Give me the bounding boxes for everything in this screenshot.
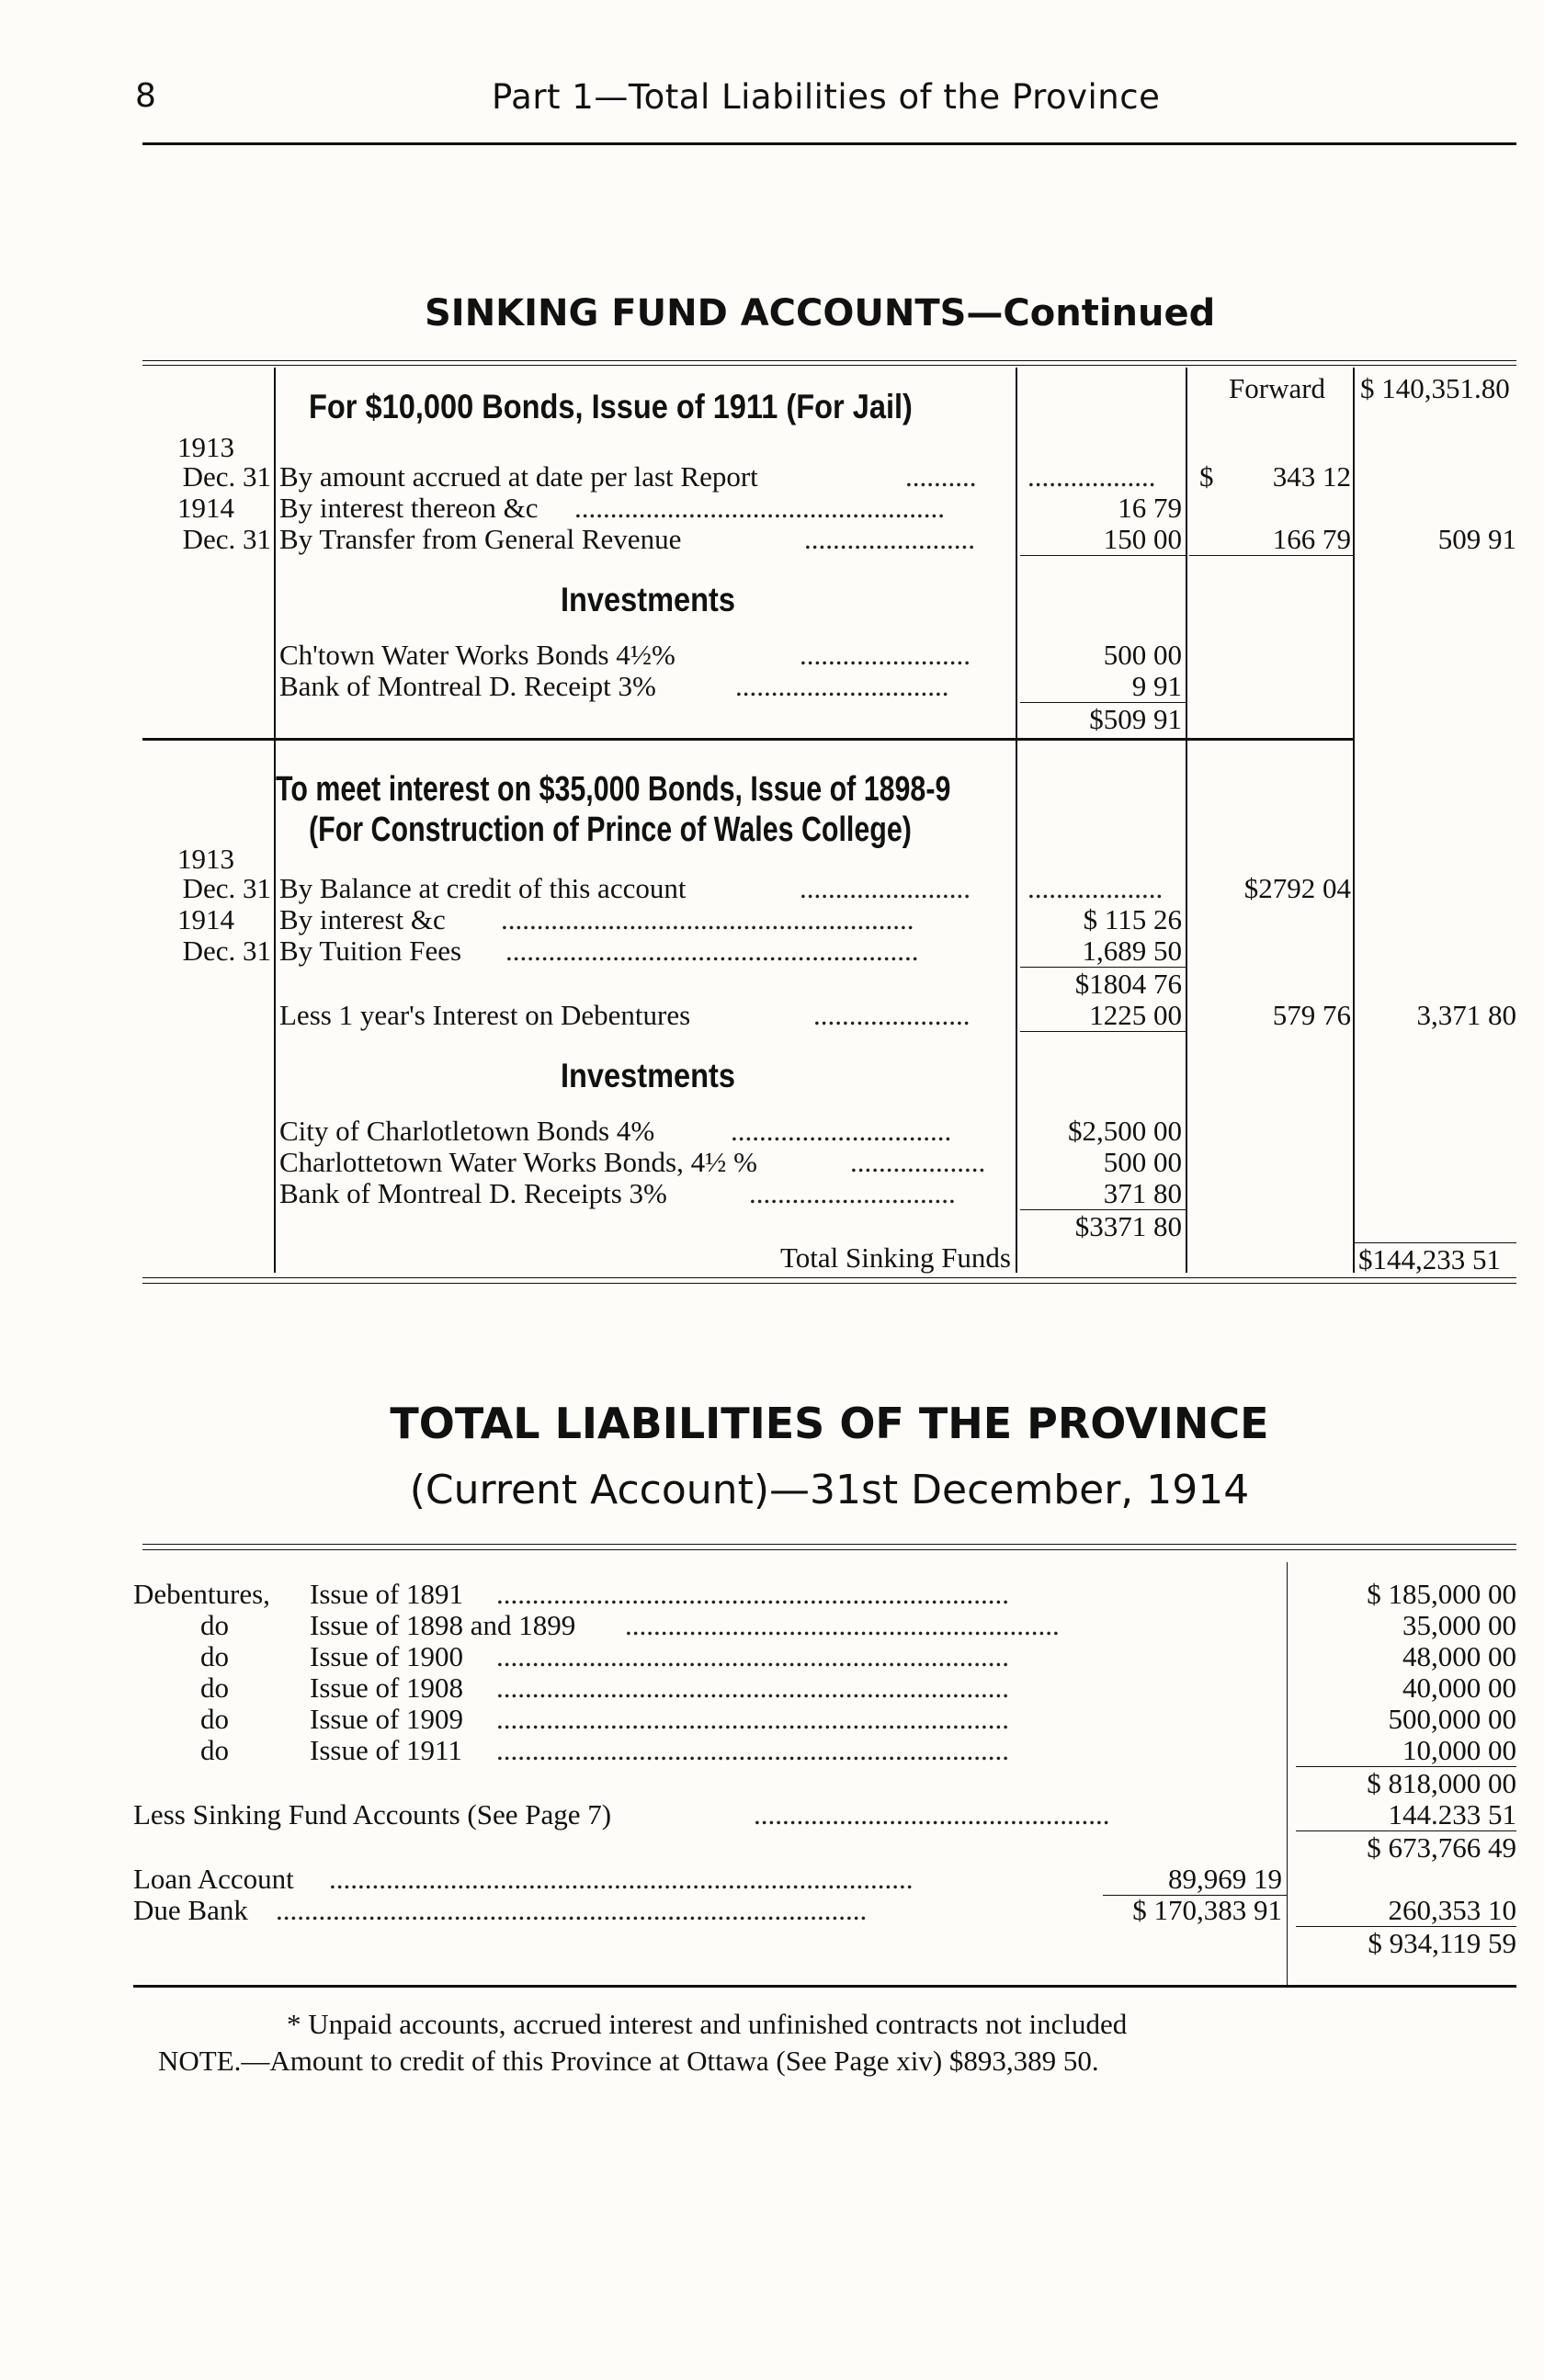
jail-row1-dollar: $ bbox=[1199, 460, 1214, 493]
jail-row2-label: By interest thereon &c bbox=[279, 492, 539, 524]
college-date-2: Dec. 31 bbox=[182, 935, 271, 967]
jail-row3-sub: 166 79 bbox=[1272, 523, 1351, 555]
college-inv-total: $3371 80 bbox=[1074, 1210, 1182, 1242]
jail-year-1914: 1914 bbox=[177, 492, 234, 524]
college-inv3-amount: 371 80 bbox=[1103, 1177, 1182, 1209]
table-row-lead: do bbox=[200, 1640, 229, 1672]
jail-row2-amount: 16 79 bbox=[1118, 492, 1182, 524]
subtotal-debentures: $ 818,000 00 bbox=[1367, 1767, 1516, 1799]
liabilities-top-rule bbox=[142, 1544, 1516, 1545]
table-row-amount: 10,000 00 bbox=[1402, 1734, 1516, 1766]
section-divider bbox=[142, 738, 1353, 741]
due-bank-label: Due Bank bbox=[133, 1894, 248, 1926]
jail-row3-label: By Transfer from General Revenue bbox=[279, 523, 682, 555]
grand-total: $ 934,119 59 bbox=[1368, 1927, 1516, 1959]
liabilities-subtitle: (Current Account)—31st December, 1914 bbox=[409, 1467, 1250, 1513]
college-row1-amount: $2792 04 bbox=[1243, 872, 1351, 904]
college-inv3-label: Bank of Montreal D. Receipts 3% bbox=[279, 1177, 667, 1209]
college-row1-label: By Balance at credit of this account bbox=[279, 872, 687, 904]
table-row-amount: 48,000 00 bbox=[1402, 1640, 1516, 1672]
table-row-label: Issue of 1908 bbox=[310, 1672, 464, 1704]
jail-inv2-label: Bank of Montreal D. Receipt 3% bbox=[279, 670, 656, 702]
running-title: Part 1—Total Liabilities of the Province bbox=[492, 77, 1161, 117]
forward-amount: $ 140,351.80 bbox=[1360, 372, 1510, 404]
table-row-amount: 500,000 00 bbox=[1388, 1703, 1516, 1735]
table-row-label: Issue of 1909 bbox=[310, 1703, 464, 1735]
table-row-lead: do bbox=[200, 1703, 229, 1735]
jail-row1-label: By amount accrued at date per last Report bbox=[279, 460, 758, 493]
jail-inv1-label: Ch'town Water Works Bonds 4½% bbox=[279, 639, 676, 671]
table-row-lead: do bbox=[200, 1734, 229, 1766]
subtotal-net: $ 673,766 49 bbox=[1367, 1831, 1516, 1864]
header-rule bbox=[142, 142, 1516, 145]
col-line-inner bbox=[1016, 368, 1017, 1273]
college-row2-label: By interest &c bbox=[279, 903, 446, 935]
jail-row3-total: 509 91 bbox=[1437, 523, 1516, 555]
college-inv2-amount: 500 00 bbox=[1103, 1146, 1182, 1178]
col-line-outer bbox=[1353, 368, 1355, 1273]
table-row-label: Issue of 1911 bbox=[310, 1734, 462, 1766]
debentures-lead: Debentures, bbox=[133, 1578, 270, 1610]
college-heading-1: To meet interest on $35,000 Bonds, Issue of 1898-9 bbox=[276, 770, 951, 809]
loan-account-label: Loan Account bbox=[133, 1863, 294, 1895]
college-inv1-label: City of Charlotletown Bonds 4% bbox=[279, 1115, 655, 1147]
jail-row3-amount: 150 00 bbox=[1103, 523, 1182, 555]
jail-inv2-amount: 9 91 bbox=[1131, 670, 1182, 702]
debentures-label: Issue of 1891 bbox=[310, 1578, 464, 1610]
table-row-amount: 40,000 00 bbox=[1402, 1672, 1516, 1704]
jail-date-1: Dec. 31 bbox=[182, 460, 271, 493]
table-row-lead: do bbox=[200, 1672, 229, 1704]
jail-investments-heading: Investments bbox=[561, 581, 736, 618]
due-bank-total: 260,353 10 bbox=[1388, 1894, 1516, 1926]
table-row-amount: 35,000 00 bbox=[1402, 1609, 1516, 1641]
footnote-unpaid: * Unpaid accounts, accrued interest and unfinished contracts not included bbox=[287, 2008, 1128, 2040]
jail-inv-total: $509 91 bbox=[1089, 703, 1182, 735]
table-row-label: Issue of 1900 bbox=[310, 1640, 464, 1672]
loan-account-amount: 89,969 19 bbox=[1168, 1863, 1282, 1895]
table-row-lead: do bbox=[200, 1609, 229, 1641]
college-date-1: Dec. 31 bbox=[182, 872, 271, 904]
college-year-1914: 1914 bbox=[177, 903, 234, 935]
jail-date-2: Dec. 31 bbox=[182, 523, 271, 555]
total-sinking-funds-amount: $144,233 51 bbox=[1358, 1243, 1501, 1275]
jail-year-1913: 1913 bbox=[177, 431, 234, 463]
college-row4-total: 3,371 80 bbox=[1416, 999, 1516, 1031]
col-line-label bbox=[274, 368, 276, 1273]
college-year-1913: 1913 bbox=[177, 843, 234, 875]
college-row4-sub: 579 76 bbox=[1272, 999, 1351, 1031]
jail-row1-amount: 343 12 bbox=[1272, 460, 1351, 493]
college-heading-2: (For Construction of Prince of Wales College) bbox=[309, 810, 912, 849]
liabilities-title: TOTAL LIABILITIES OF THE PROVINCE bbox=[390, 1399, 1269, 1448]
college-subtotal: $1804 76 bbox=[1074, 968, 1182, 1000]
table-row-label: Issue of 1898 and 1899 bbox=[310, 1609, 576, 1641]
page-number: 8 bbox=[135, 77, 156, 115]
college-row3-amount: 1,689 50 bbox=[1082, 935, 1182, 967]
liabilities-col-line bbox=[1287, 1562, 1288, 1985]
table-bottom-rule bbox=[142, 1277, 1516, 1278]
less-sinking-amount: 144.233 51 bbox=[1388, 1798, 1516, 1830]
college-row3-label: By Tuition Fees bbox=[279, 935, 462, 967]
less-sinking-label: Less Sinking Fund Accounts (See Page 7) bbox=[133, 1798, 612, 1830]
forward-label: Forward bbox=[1229, 372, 1326, 404]
jail-inv1-amount: 500 00 bbox=[1103, 639, 1182, 671]
due-bank-amount: $ 170,383 91 bbox=[1132, 1894, 1282, 1926]
college-inv1-amount: $2,500 00 bbox=[1068, 1115, 1182, 1147]
table-top-rule bbox=[142, 360, 1516, 361]
college-row2-amount: $ 115 26 bbox=[1083, 903, 1182, 935]
footnote-note: NOTE.—Amount to credit of this Province at Ottawa (See Page xiv) $893,389 50. bbox=[158, 2045, 1099, 2077]
college-investments-heading: Investments bbox=[561, 1057, 736, 1094]
college-inv2-label: Charlottetown Water Works Bonds, 4½ % bbox=[279, 1146, 757, 1178]
liabilities-bottom-rule bbox=[133, 1985, 1516, 1988]
jail-heading: For $10,000 Bonds, Issue of 1911 (For Jail) bbox=[309, 388, 913, 425]
col-line-mid bbox=[1186, 368, 1187, 1273]
college-row4-label: Less 1 year's Interest on Debentures bbox=[279, 999, 691, 1031]
debentures-amount: $ 185,000 00 bbox=[1367, 1578, 1516, 1610]
college-row4-amount: 1225 00 bbox=[1089, 999, 1182, 1031]
sinking-fund-title: SINKING FUND ACCOUNTS—Continued bbox=[425, 292, 1216, 334]
total-sinking-funds-label: Total Sinking Funds bbox=[779, 1241, 1011, 1274]
